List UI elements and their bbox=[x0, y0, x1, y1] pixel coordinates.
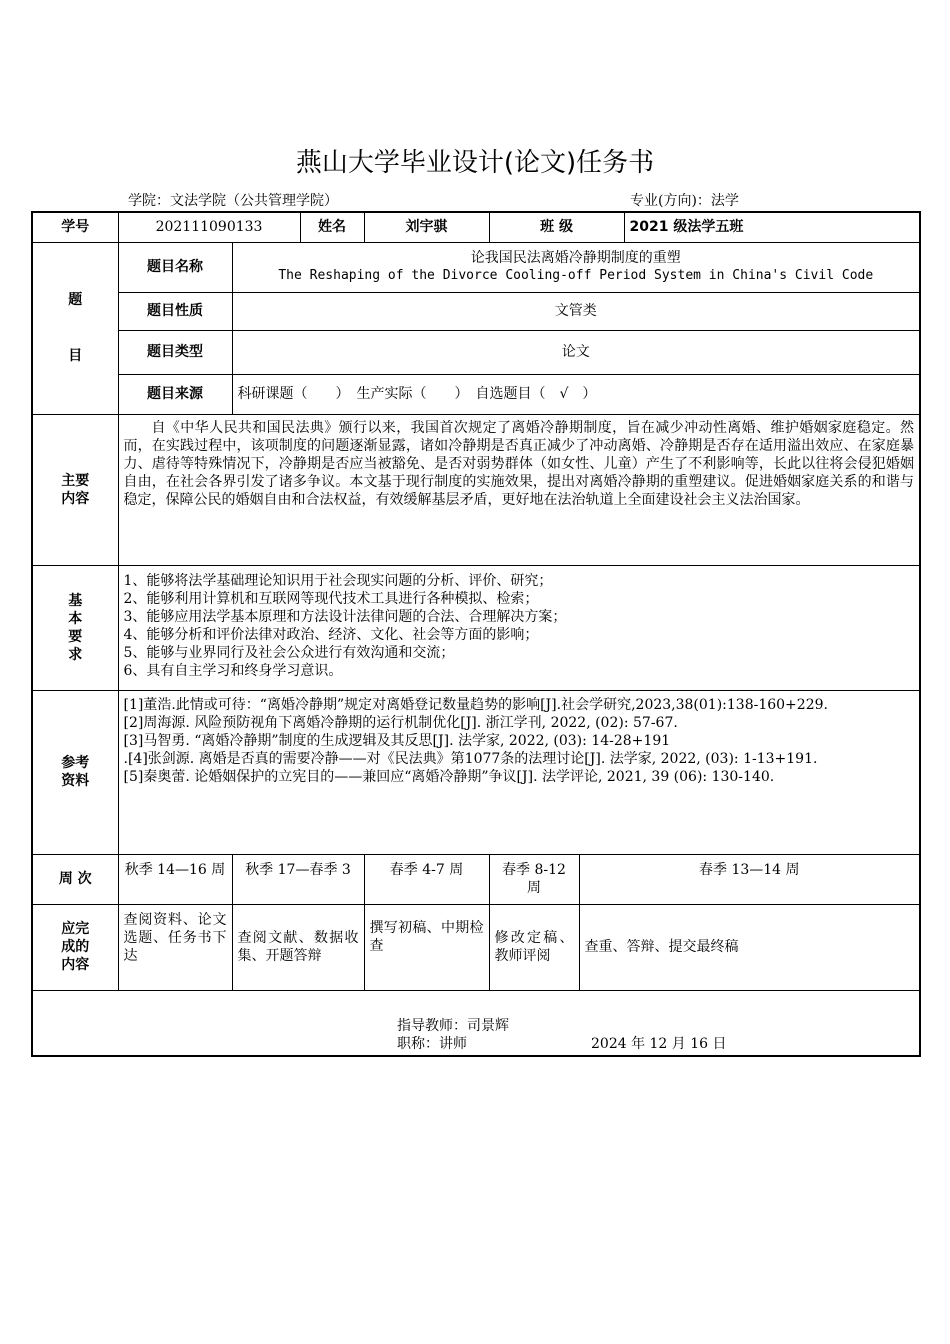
requirement-item: 5、能够与业界同行及社会公众进行有效沟通和交流； bbox=[123, 644, 455, 661]
topic-type-row bbox=[32, 330, 920, 374]
references-label-2: 资料 bbox=[61, 773, 90, 789]
advisor-title: 职称：讲师 bbox=[397, 1035, 467, 1052]
topic-type-value: 论文 bbox=[232, 330, 920, 374]
signature-cell bbox=[32, 990, 920, 1056]
student-id-label: 学号 bbox=[32, 212, 118, 242]
week-cell: 秋季 14—16 周 bbox=[118, 854, 232, 904]
content-cell: 修改定稿、教师评阅 bbox=[489, 904, 579, 990]
requirements-label-char: 基 bbox=[68, 592, 83, 609]
content-label-3: 内容 bbox=[61, 957, 90, 973]
topic-nature-label: 题目性质 bbox=[118, 292, 232, 330]
college-field: 学院：文法学院（公共管理学院） bbox=[128, 193, 338, 209]
requirements-row bbox=[32, 565, 920, 690]
name-value: 刘宇骐 bbox=[364, 212, 489, 242]
topic-type-label: 题目类型 bbox=[118, 330, 232, 374]
content-label-2: 成的 bbox=[61, 939, 90, 955]
main-content-label-2: 内容 bbox=[61, 490, 90, 507]
content-cell: 查阅资料、论文选题、任务书下达 bbox=[118, 904, 232, 990]
references-row bbox=[32, 690, 920, 854]
topic-name-cn: 论我国民法离婚冷静期制度的重塑 bbox=[470, 250, 681, 266]
schedule-weeks-row bbox=[32, 854, 920, 904]
topic-name-en: The Reshaping of the Divorce Cooling-off Period System in China's Civil Code bbox=[278, 268, 874, 283]
reference-item: [5]秦奥蕾. 论婚姻保护的立宪目的——兼回应“离婚冷静期”争议[J]. 法学评论, 2021, 39 (06): 130-140. bbox=[123, 768, 775, 785]
sign-date: 2024 年 12 月 16 日 bbox=[591, 1035, 727, 1052]
topic-name-row bbox=[32, 242, 920, 292]
requirements-label-char: 本 bbox=[68, 610, 83, 627]
references-list bbox=[118, 690, 920, 854]
requirements-list bbox=[118, 565, 920, 690]
reference-item: .[4]张剑源. 离婚是否真的需要冷静——对《民法典》第1077条的法理讨论[J]. 法学家, 2022, (03): 1-13+191. bbox=[123, 750, 818, 767]
requirement-item: 2、能够利用计算机和互联网等现代技术工具进行各种模拟、检索； bbox=[123, 590, 539, 607]
reference-item: [3]马智勇. “离婚冷静期”制度的生成逻辑及其反思[J]. 法学家, 2022, (03): 14-28+191 bbox=[123, 732, 671, 749]
major-field: 专业(方向)：法学 bbox=[630, 193, 739, 209]
requirements-label-char: 要 bbox=[68, 628, 83, 645]
main-content-text: 自《中华人民共和国民法典》颁行以来，我国首次规定了离婚冷静期制度，旨在减少冲动性离婚、维护婚姻家庭稳定。然而，在实践过程中，该项制度的问题逐渐显露，诸如冷静期是否真正减少了冲动离婚、冷静期是否存在适用溢出效应、在家庭暴力、虐待等特殊情况下，冷静期是否应当被豁免、是否对弱势群体（如女性、儿童）产生了不利影响等，长此以往将会侵犯婚姻自由，在社会各界引发了诸多争议。本文基于现行制度的实施效果，提出对离婚冷静期的重塑建议。促进婚姻家庭关系的和谐与稳定，保障公民的婚姻自由和合法权益，有效缓解基层矛盾，更好地在法治轨道上全面建设社会主义法治国家。 bbox=[118, 414, 920, 565]
content-cell: 撰写初稿、中期检查 bbox=[364, 904, 489, 990]
reference-item: [1]董浩.此情或可待：“离婚冷静期”规定对离婚登记数量趋势的影响[J].社会学研究,2023,38(01):138-160+229. bbox=[123, 696, 828, 713]
topic-label-char-1: 题 bbox=[68, 292, 83, 308]
requirements-label bbox=[32, 565, 118, 690]
class-label: 班 级 bbox=[489, 212, 624, 242]
main-content-label bbox=[32, 414, 118, 565]
topic-nature-value: 文管类 bbox=[232, 292, 920, 330]
topic-source-label: 题目来源 bbox=[118, 374, 232, 414]
requirements-label-char: 求 bbox=[68, 646, 83, 663]
signature-row bbox=[32, 990, 920, 1056]
requirement-item: 1、能够将法学基础理论知识用于社会现实问题的分析、评价、研究； bbox=[123, 572, 553, 589]
topic-name-label: 题目名称 bbox=[118, 242, 232, 292]
weeks-label: 周 次 bbox=[32, 854, 118, 904]
student-id-value: 202111090133 bbox=[118, 212, 300, 242]
week-cell: 春季 8-12 周 bbox=[489, 854, 579, 904]
student-info-row bbox=[32, 212, 920, 242]
topic-label-char-2: 目 bbox=[68, 348, 83, 364]
content-label-1: 应完 bbox=[61, 921, 90, 937]
topic-source-row bbox=[32, 374, 920, 414]
references-label-1: 参考 bbox=[61, 755, 90, 771]
topic-section-label bbox=[32, 242, 118, 414]
week-cell: 秋季 17—春季 3 bbox=[232, 854, 364, 904]
page-title: 燕山大学毕业设计(论文)任务书 bbox=[295, 148, 655, 178]
references-label bbox=[32, 690, 118, 854]
class-value: 2021 级法学五班 bbox=[624, 212, 920, 242]
main-content-row bbox=[32, 414, 920, 565]
content-cell: 查重、答辩、提交最终稿 bbox=[579, 904, 920, 990]
name-label: 姓名 bbox=[300, 212, 364, 242]
reference-item: [2]周海源. 风险预防视角下离婚冷静期的运行机制优化[J]. 浙江学刊, 2022, (02): 57-67. bbox=[123, 714, 678, 731]
schedule-content-row bbox=[32, 904, 920, 990]
requirement-item: 6、具有自主学习和终身学习意识。 bbox=[123, 662, 343, 679]
content-cell: 查阅文献、数据收集、开题答辩 bbox=[232, 904, 364, 990]
week-cell: 春季 13—14 周 bbox=[579, 854, 920, 904]
advisor-name: 指导教师：司景辉 bbox=[397, 1017, 509, 1034]
week-cell: 春季 4-7 周 bbox=[364, 854, 489, 904]
content-label bbox=[32, 904, 118, 990]
main-content-label-1: 主要 bbox=[61, 472, 90, 489]
requirement-item: 4、能够分析和评价法律对政治、经济、文化、社会等方面的影响； bbox=[123, 626, 539, 643]
task-form-table bbox=[31, 211, 921, 1057]
topic-source-value: 科研课题（ ） 生产实际（ ） 自选题目（ √ ） bbox=[232, 374, 920, 414]
topic-nature-row bbox=[32, 292, 920, 330]
topic-name-value bbox=[232, 242, 920, 292]
requirement-item: 3、能够应用法学基本原理和方法设计法律问题的合法、合理解决方案； bbox=[123, 608, 567, 625]
